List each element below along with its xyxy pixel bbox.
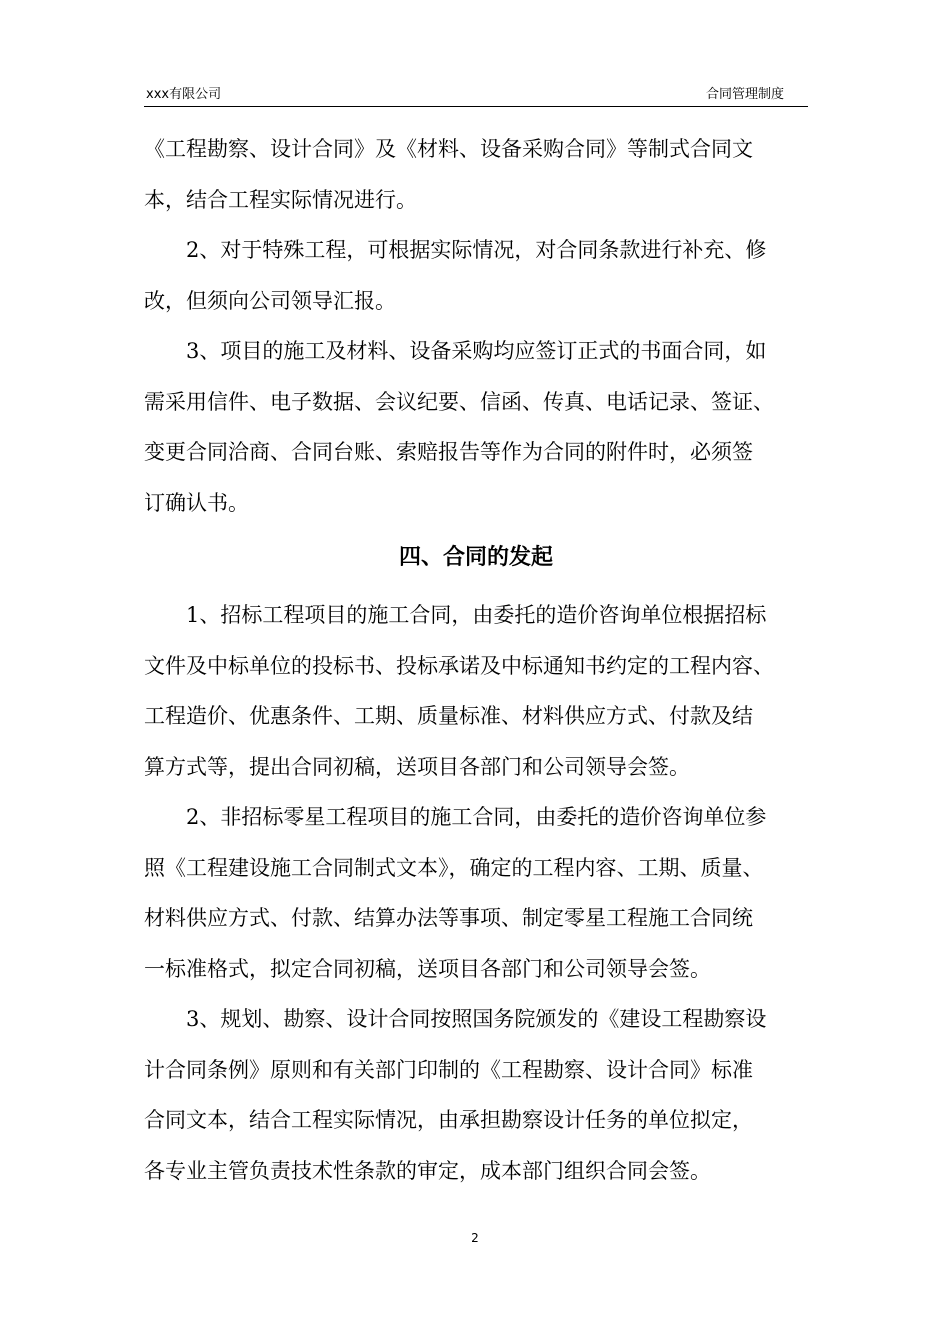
paragraph-line: 订确认书。 [144,490,249,515]
paragraph-line: 本，结合工程实际情况进行。 [144,187,417,212]
paragraph-line: 1、招标工程项目的施工合同，由委托的造价咨询单位根据招标 [186,603,767,627]
section-heading: 四、合同的发起 [398,545,553,570]
header-company: xxx有限公司 [146,87,222,102]
paragraph-line: 2、对于特殊工程，可根据实际情况，对合同条款进行补充、修 [186,238,767,262]
paragraph-line: 合同文本，结合工程实际情况，由承担勘察设计任务的单位拟定， [144,1108,753,1132]
paragraph-line: 计合同条例》原则和有关部门印制的《工程勘察、设计合同》标准 [144,1057,753,1082]
paragraph-line: 各专业主管负责技术性条款的审定，成本部门组织合同会签。 [144,1158,711,1183]
document-body [144,124,808,1196]
paragraph-line: 变更合同洽商、合同台账、索赔报告等作为合同的附件时，必须签 [144,440,753,464]
paragraph-line: 3、项目的施工及材料、设备采购均应签订正式的书面合同，如 [186,339,767,363]
paragraph-line: 改，但须向公司领导汇报。 [144,288,396,313]
paragraph-line: 文件及中标单位的投标书、投标承诺及中标通知书约定的工程内容、 [144,653,774,678]
paragraph-line: 需采用信件、电子数据、会议纪要、信函、传真、电话记录、签证、 [144,389,774,414]
paragraph-line: 《工程勘察、设计合同》及《材料、设备采购合同》等制式合同文 [144,137,753,161]
page-header [144,84,808,107]
paragraph-line: 照《工程建设施工合同制式文本》，确定的工程内容、工期、质量、 [144,855,764,880]
page-number: 2 [471,1231,479,1245]
paragraph-line: 2、非招标零星工程项目的施工合同，由委托的造价咨询单位参 [186,805,767,829]
paragraph-line: 3、规划、勘察、设计合同按照国务院颁发的《建设工程勘察设 [186,1007,767,1031]
paragraph-line: 材料供应方式、付款、结算办法等事项、制定零星工程施工合同统 [144,906,753,930]
paragraph-line: 工程造价、优惠条件、工期、质量标准、材料供应方式、付款及结 [144,704,753,728]
header-doc-title: 合同管理制度 [705,87,784,102]
paragraph-line: 算方式等，提出合同初稿，送项目各部门和公司领导会签。 [144,754,690,779]
paragraph-line: 一标准格式，拟定合同初稿，送项目各部门和公司领导会签。 [144,956,711,981]
